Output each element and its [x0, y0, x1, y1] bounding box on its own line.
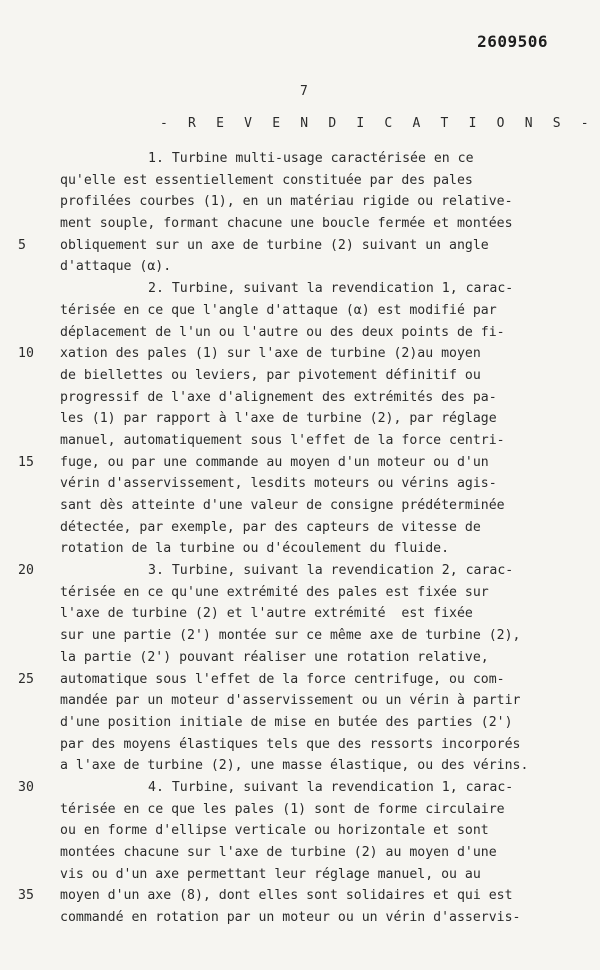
line-text: qu'elle est essentiellement constituée par des pales	[60, 172, 473, 188]
text-line	[60, 213, 580, 235]
line-text: rotation de la turbine ou d'écoulement du fluide.	[60, 541, 450, 557]
line-text: commandé en rotation par un moteur ou un vérin d'asservis-	[60, 910, 521, 926]
line-text: de biellettes ou leviers, par pivotement définitif ou	[60, 367, 481, 383]
text-line	[60, 365, 580, 387]
line-text: vis ou d'un axe permettant leur réglage manuel, ou au	[60, 866, 481, 882]
line-text: 1. Turbine multi-usage caractérisée en ce	[148, 151, 474, 166]
claims-text	[18, 148, 580, 929]
line-text: xation des pales (1) sur l'axe de turbine (2)au moyen	[60, 346, 481, 362]
line-text: déplacement de l'un ou l'autre ou des deux points de fi-	[60, 324, 505, 340]
text-line	[60, 799, 580, 821]
line-number: 35	[18, 888, 34, 904]
page-number: 7	[300, 84, 308, 99]
text-line	[60, 322, 580, 344]
line-text: fuge, ou par une commande au moyen d'un moteur ou d'un	[60, 454, 489, 470]
line-text: la partie (2') pouvant réaliser une rotation relative,	[60, 649, 489, 665]
text-line	[18, 885, 580, 907]
line-text: progressif de l'axe d'alignement des extrémités des pa-	[60, 389, 497, 405]
line-text: par des moyens élastiques tels que des ressorts incorporés	[60, 736, 521, 752]
text-line	[60, 712, 580, 734]
line-text: térisée en ce qu'une extrémité des pales est fixée sur	[60, 584, 489, 600]
text-line	[60, 256, 580, 278]
line-number: 10	[18, 346, 34, 362]
line-text: 3. Turbine, suivant la revendication 2, carac-	[148, 563, 514, 579]
line-text: profilées courbes (1), en un matériau rigide ou relative-	[60, 194, 513, 210]
line-text: l'axe de turbine (2) et l'autre extrémité est fixée	[60, 606, 473, 622]
text-line	[18, 452, 580, 474]
line-number: 20	[18, 563, 34, 579]
line-text: 2. Turbine, suivant la revendication 1, carac-	[148, 281, 514, 297]
text-line	[60, 864, 580, 886]
line-text: sant dès atteinte d'une valeur de consigne prédéterminée	[60, 498, 505, 513]
document-number: 2609506	[477, 32, 548, 51]
text-line	[60, 278, 580, 300]
line-number: 5	[18, 237, 26, 253]
line-text: les (1) par rapport à l'axe de turbine (2), par réglage	[60, 411, 497, 427]
text-line	[60, 820, 580, 842]
line-text: montées chacune sur l'axe de turbine (2) au moyen d'une	[60, 845, 497, 860]
line-text: a l'axe de turbine (2), une masse élastique, ou des vérins.	[60, 758, 529, 774]
line-text: moyen d'un axe (8), dont elles sont solidaires et qui est	[60, 888, 513, 904]
text-line	[60, 907, 580, 929]
line-text: térisée en ce que l'angle d'attaque (α) est modifié par	[60, 302, 497, 318]
text-line	[60, 170, 580, 192]
text-line	[60, 690, 580, 712]
text-line	[18, 777, 580, 799]
text-line	[60, 734, 580, 756]
text-line	[18, 235, 580, 257]
line-text: mandée par un moteur d'asservissement ou un vérin à partir	[60, 693, 521, 709]
text-line	[60, 625, 580, 647]
line-number: 25	[18, 671, 34, 687]
text-line	[60, 842, 580, 864]
text-line	[60, 582, 580, 604]
section-title: - R E V E N D I C A T I O N S -	[160, 116, 595, 131]
line-text: d'attaque (α).	[60, 259, 172, 275]
text-line	[60, 148, 580, 170]
line-text: manuel, automatiquement sous l'effet de la force centri-	[60, 432, 505, 448]
text-line	[60, 473, 580, 495]
text-line	[60, 430, 580, 452]
line-text: sur une partie (2') montée sur ce même axe de turbine (2),	[60, 628, 521, 644]
text-line	[18, 343, 580, 365]
line-text: ment souple, formant chacune une boucle fermée et montées	[60, 216, 513, 232]
text-line	[18, 669, 580, 691]
text-line	[60, 387, 580, 409]
text-line	[60, 517, 580, 539]
text-line	[60, 603, 580, 625]
text-line	[60, 495, 580, 517]
text-line	[60, 647, 580, 669]
text-line	[60, 538, 580, 560]
line-number: 15	[18, 454, 34, 470]
line-number: 30	[18, 779, 34, 795]
line-text: ou en forme d'ellipse verticale ou horizontale et sont	[60, 823, 489, 839]
line-text: obliquement sur un axe de turbine (2) suivant un angle	[60, 237, 489, 253]
text-line	[60, 300, 580, 322]
line-text: térisée en ce que les pales (1) sont de forme circulaire	[60, 801, 505, 817]
text-line	[60, 191, 580, 213]
line-text: vérin d'asservissement, lesdits moteurs ou vérins agis-	[60, 476, 497, 492]
line-text: d'une position initiale de mise en butée des parties (2')	[60, 714, 513, 730]
text-line	[60, 408, 580, 430]
line-text: 4. Turbine, suivant la revendication 1, carac-	[148, 779, 514, 795]
line-text: automatique sous l'effet de la force centrifuge, ou com-	[60, 671, 505, 687]
text-line	[18, 560, 580, 582]
text-line	[60, 755, 580, 777]
line-text: détectée, par exemple, par des capteurs de vitesse de	[60, 519, 481, 535]
